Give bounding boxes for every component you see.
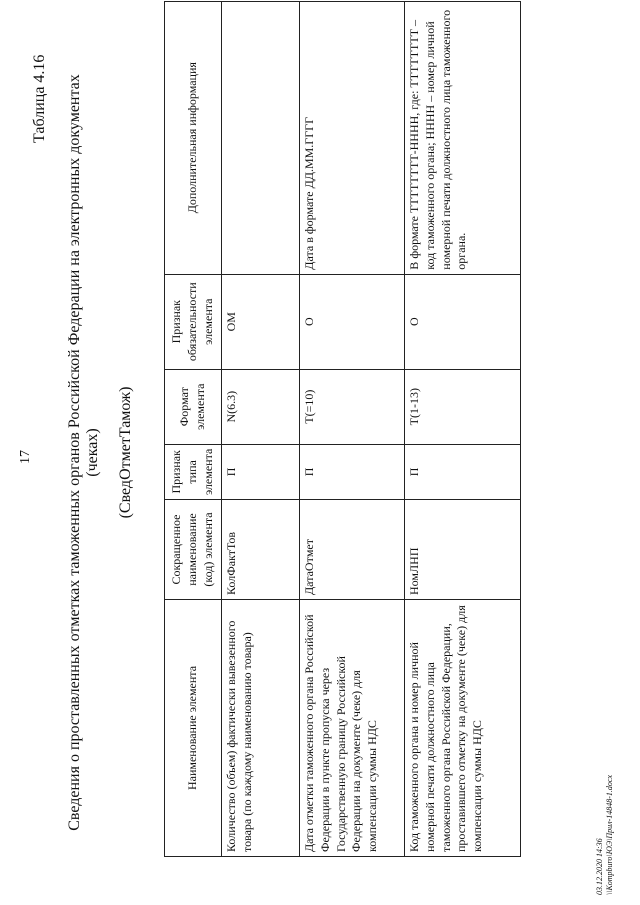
header-element-name: Наименование элемента: [165, 600, 222, 857]
cell-type-flag: П: [300, 444, 405, 499]
table-row: [405, 1, 521, 856]
header-short-code: Сокращенное наименование (код) элемента: [165, 500, 222, 600]
header-type-flag: Признак типа элемента: [165, 444, 222, 499]
header-format: Формат элемента: [165, 369, 222, 444]
footer-timestamp: 03.12.2020 14:36: [595, 838, 604, 895]
cell-additional-info: В формате ТТТТТТТТ-НННН, где: ТТТТТТТТ – код таможенного органа; НННН – номер личной номерной печати должностного лица таможенного органа.: [405, 1, 521, 274]
cell-short-code: НомЛНП: [405, 500, 521, 600]
cell-element-name: Код таможенного органа и номер личной номерной печати должностного лица таможенного органа Российской Федерации, проставившего отметку на документе (чеке) для компенсации суммы НДС: [405, 600, 521, 857]
cell-additional-info: Дата в формате ДД.ММ.ГГГГ: [300, 1, 405, 274]
cell-format: T(=10): [300, 369, 405, 444]
cell-format: T(1-13): [405, 369, 521, 444]
header-mandatory-flag: Признак обязательности элемента: [165, 274, 222, 369]
cell-element-name: Дата отметки таможенного органа Российской Федерации в пункте пропуска через Государственную границу Российской Федерации на документе (чеке) для компенсации суммы НДС: [300, 600, 405, 857]
cell-mandatory-flag: ОМ: [222, 274, 300, 369]
cell-mandatory-flag: О: [300, 274, 405, 369]
table-row: [300, 1, 405, 856]
cell-short-code: КолФактТов: [222, 500, 300, 600]
footer-file-path: \\Kompburo\ЮЭ\Прил-14848-1.docx: [605, 774, 614, 895]
table-label: Таблица 4.16: [31, 54, 48, 143]
cell-format: N(6.3): [222, 369, 300, 444]
cell-short-code: ДатаОтмет: [300, 500, 405, 600]
cell-type-flag: П: [405, 444, 521, 499]
cell-type-flag: П: [222, 444, 300, 499]
table-row: [222, 1, 300, 856]
elements-table: [164, 1, 521, 857]
document-title-continued: (чеках): [84, 428, 101, 477]
cell-mandatory-flag: О: [405, 274, 521, 369]
page-number: 17: [18, 450, 33, 464]
element-code: (СведОтметТамож): [117, 386, 134, 519]
cell-additional-info: [222, 1, 300, 274]
document-title: Сведения о проставленных отметках таможенных органов Российской Федерации на электронных документах: [66, 74, 83, 831]
cell-element-name: Количество (объем) фактически вывезенного товара (по каждому наименованию товара): [222, 600, 300, 857]
table-header-row: [165, 1, 222, 856]
header-additional-info: Дополнительная информация: [165, 1, 222, 274]
